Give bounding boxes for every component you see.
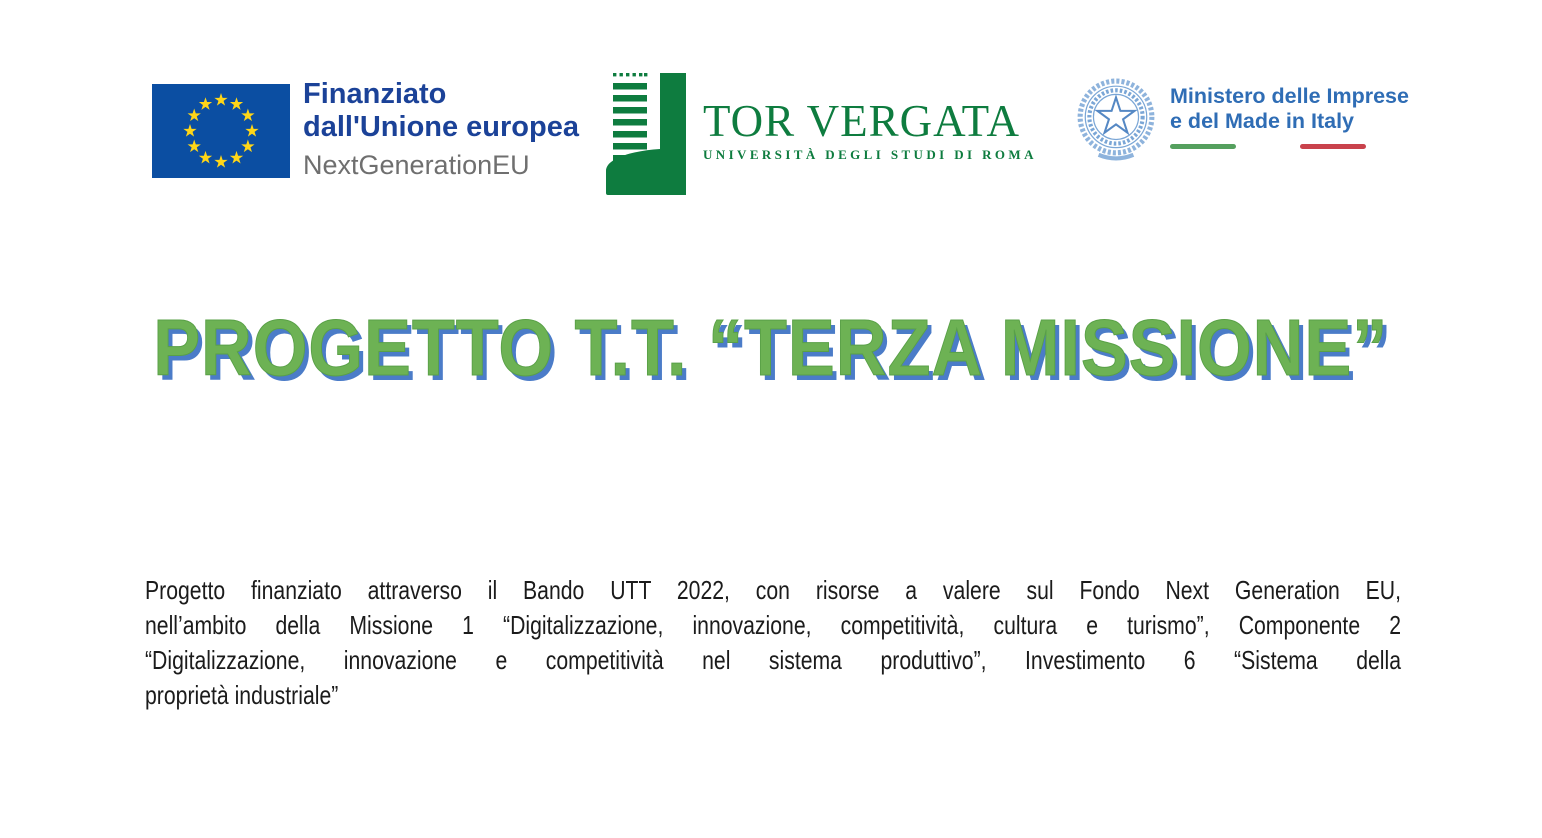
eu-flag-icon (152, 84, 290, 178)
ministero-line1: Ministero delle Imprese (1170, 84, 1409, 108)
tor-vergata-subtitle: UNIVERSITÀ DEGLI STUDI DI ROMA (703, 147, 1037, 162)
italy-emblem-icon (1076, 78, 1156, 162)
eu-funding-logo (152, 78, 579, 180)
ministero-line2: e del Made in Italy (1170, 109, 1354, 133)
ministero-logo (1076, 78, 1409, 162)
paragraph-line: nell’ambito della Missione 1 “Digitalizzazione, innovazione, competitività, cultura e turismo”, Componente 2 (145, 610, 1402, 640)
tricolor-green-bar (1170, 144, 1236, 149)
next-generation-eu-label: NextGenerationEU (303, 150, 530, 180)
eu-funding-line2: dall'Unione europea (303, 111, 579, 143)
eu-funding-line1: Finanziato (303, 78, 447, 110)
paragraph-line: proprietà industriale” (145, 680, 339, 710)
tor-vergata-text (703, 96, 1037, 195)
tor-vergata-tower-icon (606, 73, 688, 195)
ministero-text (1170, 84, 1409, 162)
paragraph-line: “Digitalizzazione, innovazione e competitività nel sistema produttivo”, Investimento 6 “Sistema della (145, 645, 1402, 675)
tor-vergata-logo (606, 73, 1037, 195)
italy-tricolor-bars (1170, 144, 1409, 149)
tricolor-red-bar (1300, 144, 1366, 149)
project-title (0, 303, 1542, 392)
project-title-text: PROGETTO T.T. “TERZA MISSIONE” (153, 303, 1389, 392)
funding-paragraph (145, 573, 1401, 713)
paragraph-line: Progetto finanziato attraverso il Bando UTT 2022, con risorse a valere sul Fondo Next Generation EU, (145, 575, 1402, 605)
eu-funding-text (303, 78, 579, 180)
tor-vergata-name: TOR VERGATA (703, 96, 1021, 146)
